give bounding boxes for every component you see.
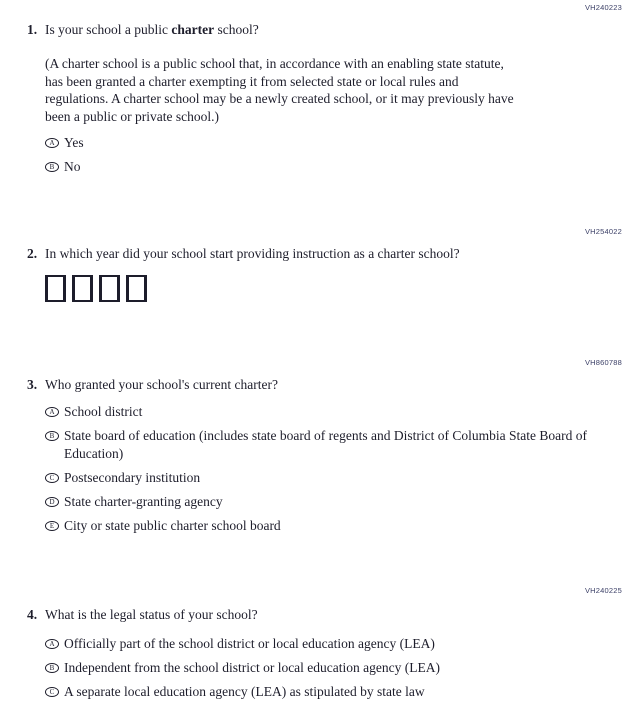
option-row-no[interactable] — [45, 158, 617, 176]
question-1-section — [0, 0, 631, 182]
prompt-pre: Is your school a public — [45, 22, 172, 37]
option-label: School district — [64, 404, 143, 419]
option-label: No — [64, 159, 81, 174]
prompt-bold-charter: charter — [171, 22, 215, 37]
question-prompt: In which year did your school start providing instruction as a charter school? — [45, 246, 460, 261]
option-label: Officially part of the school district or local education agency (LEA) — [64, 636, 435, 651]
year-digit-box-3[interactable] — [99, 275, 120, 302]
option-label: Postsecondary institution — [64, 469, 201, 485]
question-1-prompt-row — [0, 21, 631, 39]
answer-bubble-a[interactable]: A — [45, 639, 59, 649]
question-prompt — [45, 21, 259, 39]
charter-definition-note: (A charter school is a public school that, in accordance with an enabling state statute, has been granted a charter exempting it from selected state or local rules and regulations. A charter school may be a newly created school, or it may previously have been a public or private school.) — [45, 56, 514, 124]
option-label: State board of education (includes state board of regents and District of Columbia State Board of Education) — [64, 428, 587, 461]
answer-bubble-b[interactable]: B — [45, 162, 59, 172]
question-number: 3. — [27, 377, 38, 392]
option-row-yes[interactable] — [45, 134, 617, 152]
option-label: A separate local education agency (LEA) as stipulated by state law — [64, 684, 425, 699]
accession-code: VH240225 — [584, 586, 622, 595]
option-label: Yes — [64, 135, 84, 150]
accession-code: VH254022 — [584, 227, 622, 236]
option-row-charter-agency[interactable] — [45, 493, 617, 511]
option-row-separate-lea[interactable] — [45, 683, 617, 701]
option-row-part-of-lea[interactable] — [45, 635, 617, 653]
answer-bubble-b[interactable]: B — [45, 431, 59, 441]
option-label: Independent from the school district or local education agency (LEA) — [64, 660, 440, 675]
question-2-section — [0, 224, 631, 302]
year-digit-box-2[interactable] — [72, 275, 93, 302]
question-number: 2. — [27, 246, 38, 261]
question-3-section — [0, 355, 631, 541]
option-row-school-district[interactable] — [45, 403, 617, 421]
year-digit-box-4[interactable] — [126, 275, 147, 302]
question-prompt: Who granted your school's current charter? — [45, 377, 278, 392]
question-4-prompt-row — [0, 606, 631, 624]
question-1-options — [0, 134, 631, 176]
question-number: 4. — [27, 607, 38, 622]
question-3-prompt-row — [0, 376, 631, 394]
option-row-postsecondary[interactable] — [45, 469, 617, 487]
option-row-state-board[interactable] — [45, 427, 617, 462]
question-4-options — [0, 635, 631, 701]
question-number: 1. — [27, 22, 38, 37]
question-3-options — [0, 403, 631, 534]
answer-bubble-c[interactable]: C — [45, 473, 59, 483]
question-2-prompt-row — [0, 245, 631, 263]
answer-bubble-e[interactable]: E — [45, 521, 59, 531]
question-prompt: What is the legal status of your school? — [45, 607, 258, 622]
answer-bubble-d[interactable]: D — [45, 497, 59, 507]
year-digit-boxes — [45, 275, 631, 302]
answer-bubble-a[interactable]: A — [45, 138, 59, 148]
option-label: State charter-granting agency — [64, 493, 223, 509]
answer-bubble-a[interactable]: A — [45, 407, 59, 417]
answer-bubble-b[interactable]: B — [45, 663, 59, 673]
option-label: City or state public charter school board — [64, 517, 281, 533]
option-row-independent-lea[interactable] — [45, 659, 617, 677]
accession-code: VH860788 — [584, 358, 622, 367]
accession-code: VH240223 — [584, 3, 622, 12]
question-4-section — [0, 583, 631, 702]
prompt-post: school? — [214, 22, 259, 37]
option-row-charter-board[interactable] — [45, 517, 617, 535]
year-digit-box-1[interactable] — [45, 275, 66, 302]
answer-bubble-c[interactable]: C — [45, 687, 59, 697]
